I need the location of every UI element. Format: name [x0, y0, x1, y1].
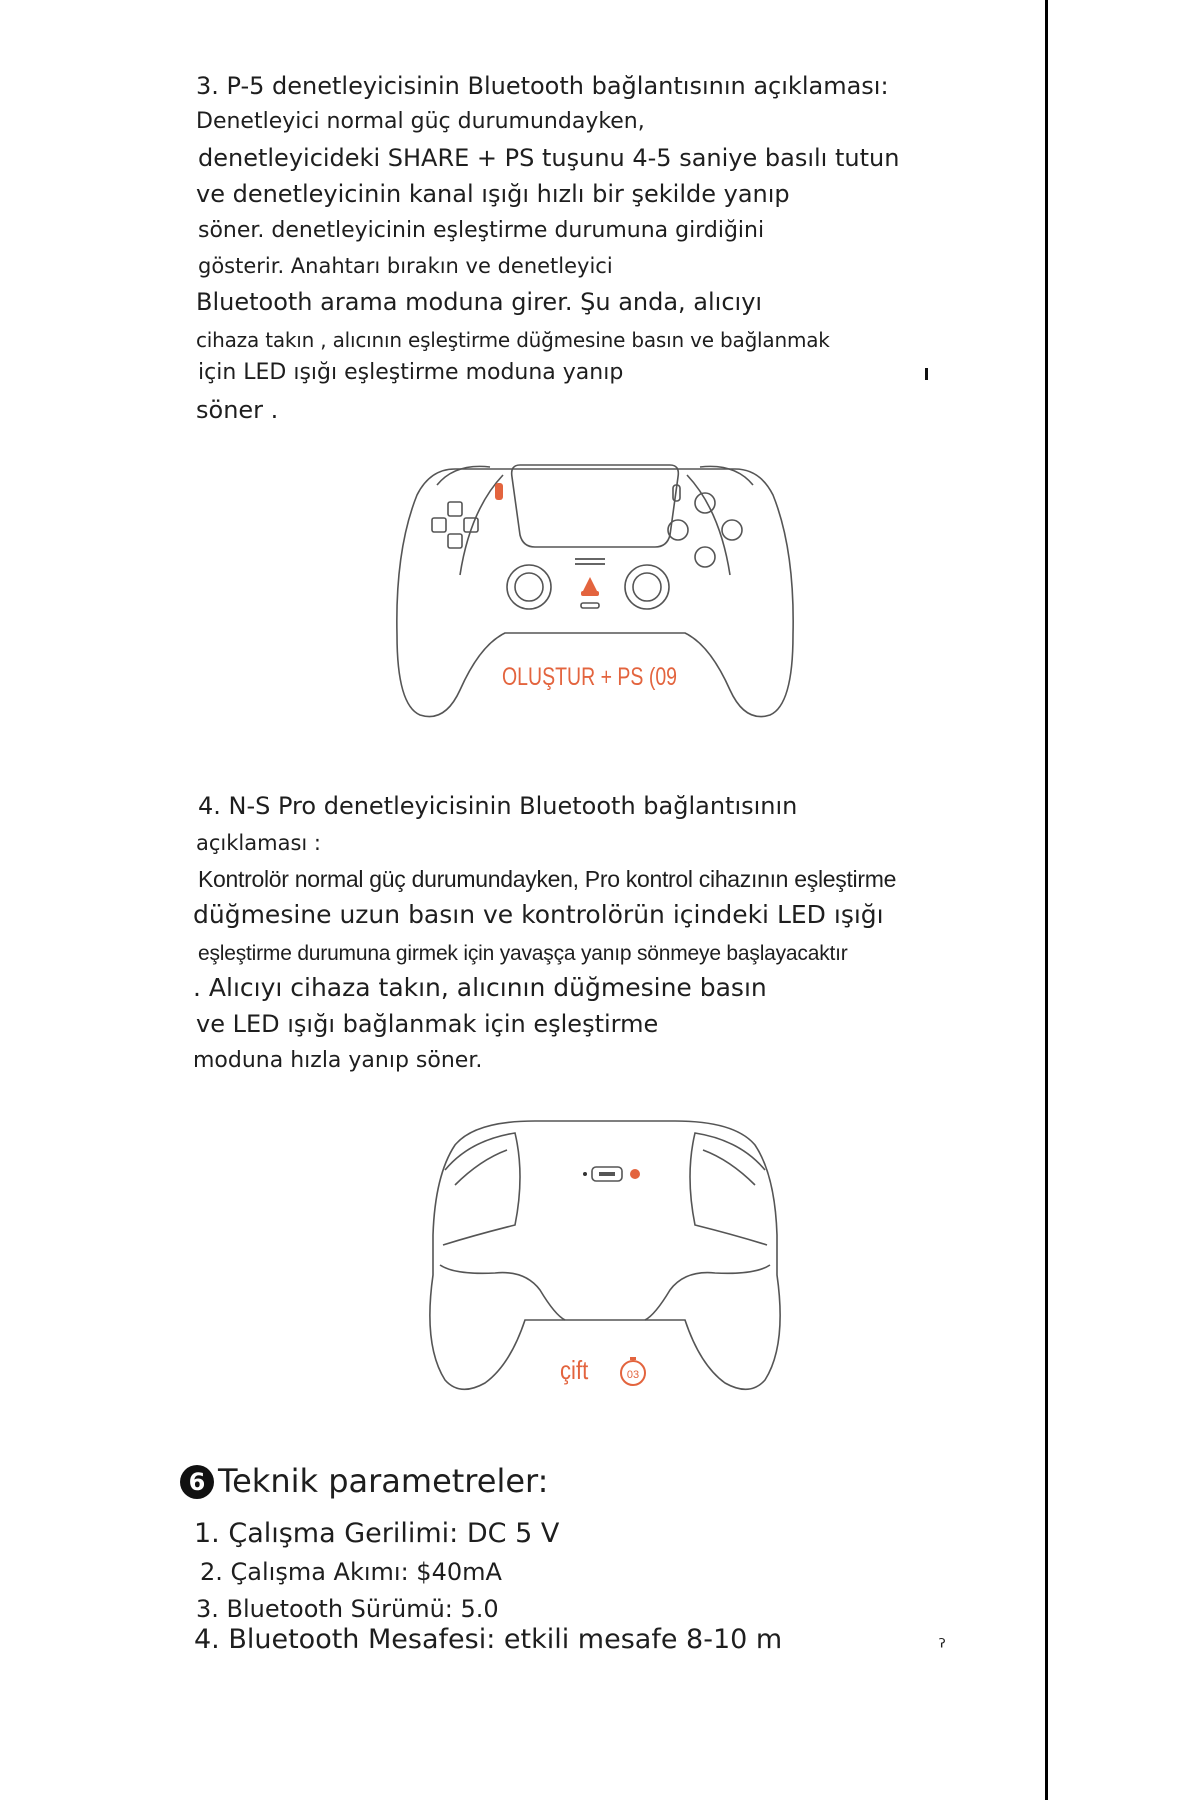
ns-pro-controller-illustration — [415, 1115, 795, 1395]
text-line: Bluetooth arama moduna girer. Şu anda, alıcıyı — [196, 288, 763, 316]
stray-mark — [925, 368, 928, 380]
page-edge-rule — [1045, 0, 1048, 1800]
text-line: açıklaması : — [196, 831, 321, 855]
parameter-item: 2. Çalışma Akımı: $40mA — [200, 1558, 502, 1586]
text-line: gösterir. Anahtarı bırakın ve denetleyici — [198, 254, 613, 278]
timer-value: 03 — [626, 1369, 640, 1381]
section-3-title: 3. P-5 denetleyicisinin Bluetooth bağlantısının açıklaması: — [196, 72, 889, 100]
section-6-title: Teknik parametreler: — [218, 1462, 549, 1500]
share-ps-label: OLUŞTUR + PS (09 — [502, 663, 678, 691]
text-line: denetleyicideki SHARE + PS tuşunu 4-5 saniye basılı tutun — [198, 144, 900, 172]
text-line: eşleştirme durumuna girmek için yavaşça yanıp sönmeye başlayacaktır — [198, 942, 848, 965]
text-line: söner . — [196, 396, 279, 424]
parameter-item: 1. Çalışma Gerilimi: DC 5 V — [194, 1518, 560, 1549]
parameter-item: 4. Bluetooth Mesafesi: etkili mesafe 8-10 m — [194, 1624, 783, 1655]
text-line: için LED ışığı eşleştirme moduna yanıp — [198, 360, 624, 385]
text-line: moduna hızla yanıp söner. — [193, 1048, 483, 1073]
text-line: söner. denetleyicinin eşleştirme durumuna girdiğini — [198, 218, 765, 243]
text-line: . Alıcıyı cihaza takın, alıcının düğmesine basın — [193, 973, 767, 1002]
text-line: Kontrolör normal güç durumundayken, Pro kontrol cihazının eşleştirme — [198, 866, 897, 892]
pair-button-label: çift — [560, 1355, 589, 1385]
timer-icon — [620, 1354, 650, 1390]
text-line: Denetleyici normal güç durumundayken, — [196, 109, 645, 134]
text-line: düğmesine uzun basın ve kontrolörün içindeki LED ışığı — [193, 900, 884, 929]
text-line: ve LED ışığı bağlanmak için eşleştirme — [196, 1010, 659, 1038]
section-6-heading — [180, 1462, 548, 1500]
section-4-title: 4. N-S Pro denetleyicisinin Bluetooth bağlantısının — [198, 792, 798, 820]
text-line: cihaza takın , alıcının eşleştirme düğmesine basın ve bağlanmak — [196, 328, 830, 352]
text-line: ve denetleyicinin kanal ışığı hızlı bir şekilde yanıp — [196, 180, 790, 208]
parameter-item: 3. Bluetooth Sürümü: 5.0 — [196, 1595, 499, 1623]
section-number-badge: 6 — [180, 1465, 214, 1499]
stray-mark: ˀ — [938, 1636, 947, 1661]
